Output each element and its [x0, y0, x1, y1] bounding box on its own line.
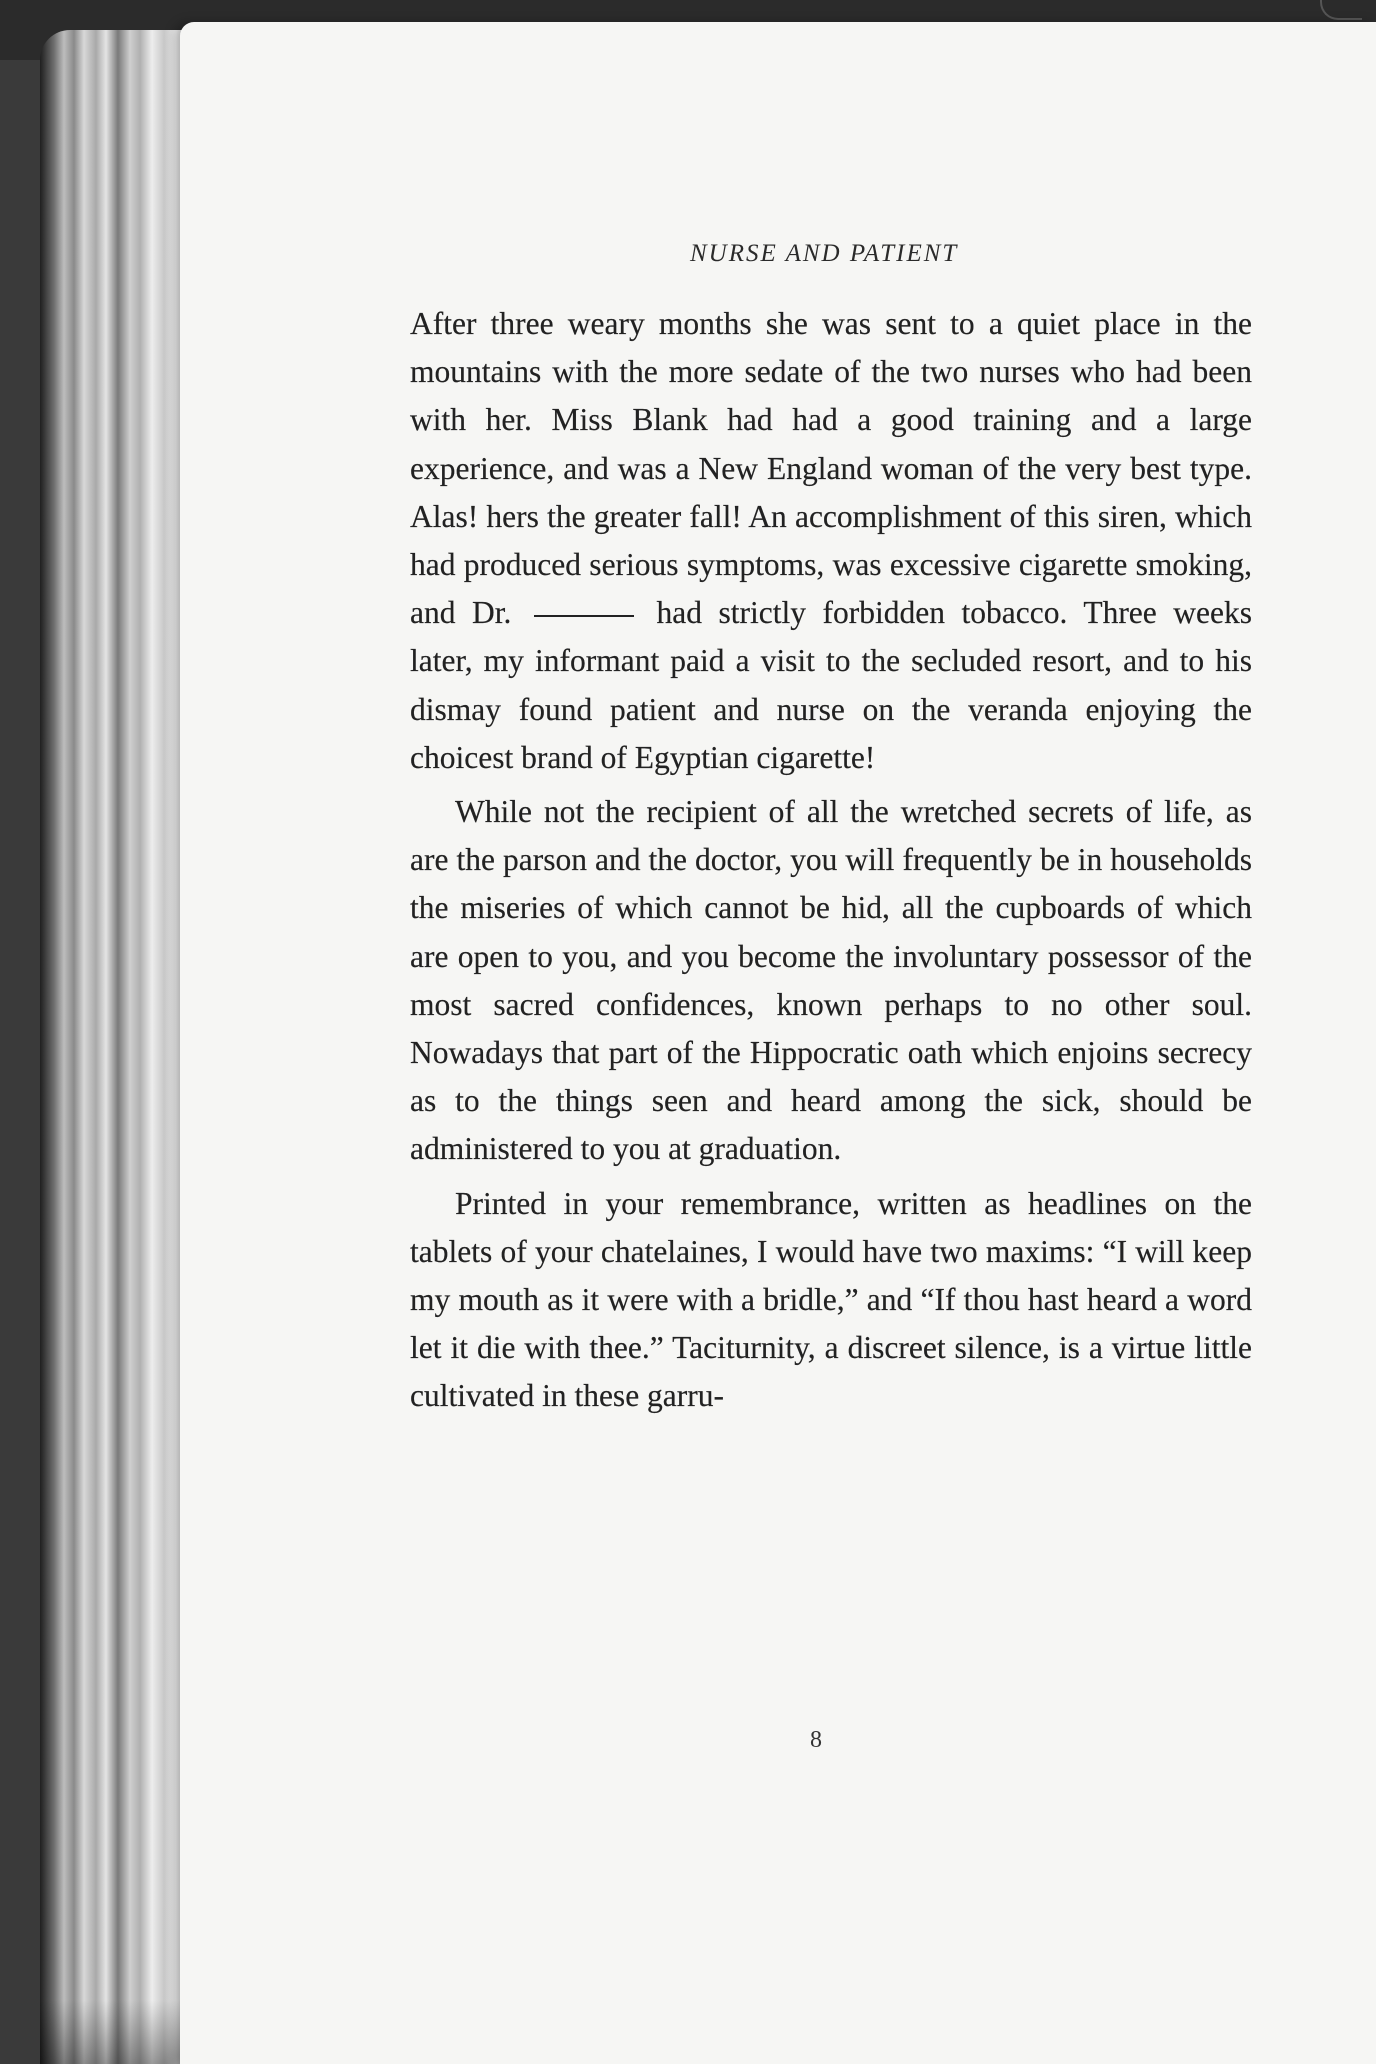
- paragraph-1-text-start: After three weary months she was sent to a quiet place in the mountains with the more sedate of the two nurses who had been with her. Miss Blank had had a good training and a large experience, and was a New England woman of the very best type. Alas! hers the greater fall! An accomplishment of this siren, which had produced serious symptoms, was excessive cigarette smoking, and Dr.: [410, 306, 1252, 631]
- body-text: [410, 300, 1252, 1421]
- page-number: 8: [810, 1727, 822, 1753]
- paragraph-1-text-end: had strictly forbidden tobacco. Three weeks later, my informant paid a visit to the secluded resort, and to his dismay found patient and nurse on the veranda enjoying the choicest brand of Egyptian cigarette!: [410, 595, 1253, 775]
- name-omission-dash: [534, 615, 634, 617]
- paragraph-3: Printed in your remembrance, written as headlines on the tablets of your chatelaines, I would have two maxims: “I will keep my mouth as it were with a bridle,” and “If thou hast heard a word let it die with thee.” Taciturnity, a discreet silence, is a virtue little cultivated in these garru-: [410, 1185, 1252, 1414]
- paragraph-2: While not the recipient of all the wretched secrets of life, as are the parson and the doctor, you will frequently be in households the miseries of which cannot be hid, all the cupboards of which are open to you, and you become the involuntary possessor of the most sacred confidences, known perhaps to no other soul. Nowadays that part of the Hippocratic oath which enjoins secrecy as to the things seen and heard among the sick, should be administered to you at graduation.: [410, 794, 1252, 1167]
- paragraph-1: [410, 300, 1252, 782]
- book-page-edges: [40, 30, 190, 2064]
- page-edge-shadow: [40, 2000, 190, 2064]
- running-head: NURSE AND PATIENT: [690, 240, 959, 267]
